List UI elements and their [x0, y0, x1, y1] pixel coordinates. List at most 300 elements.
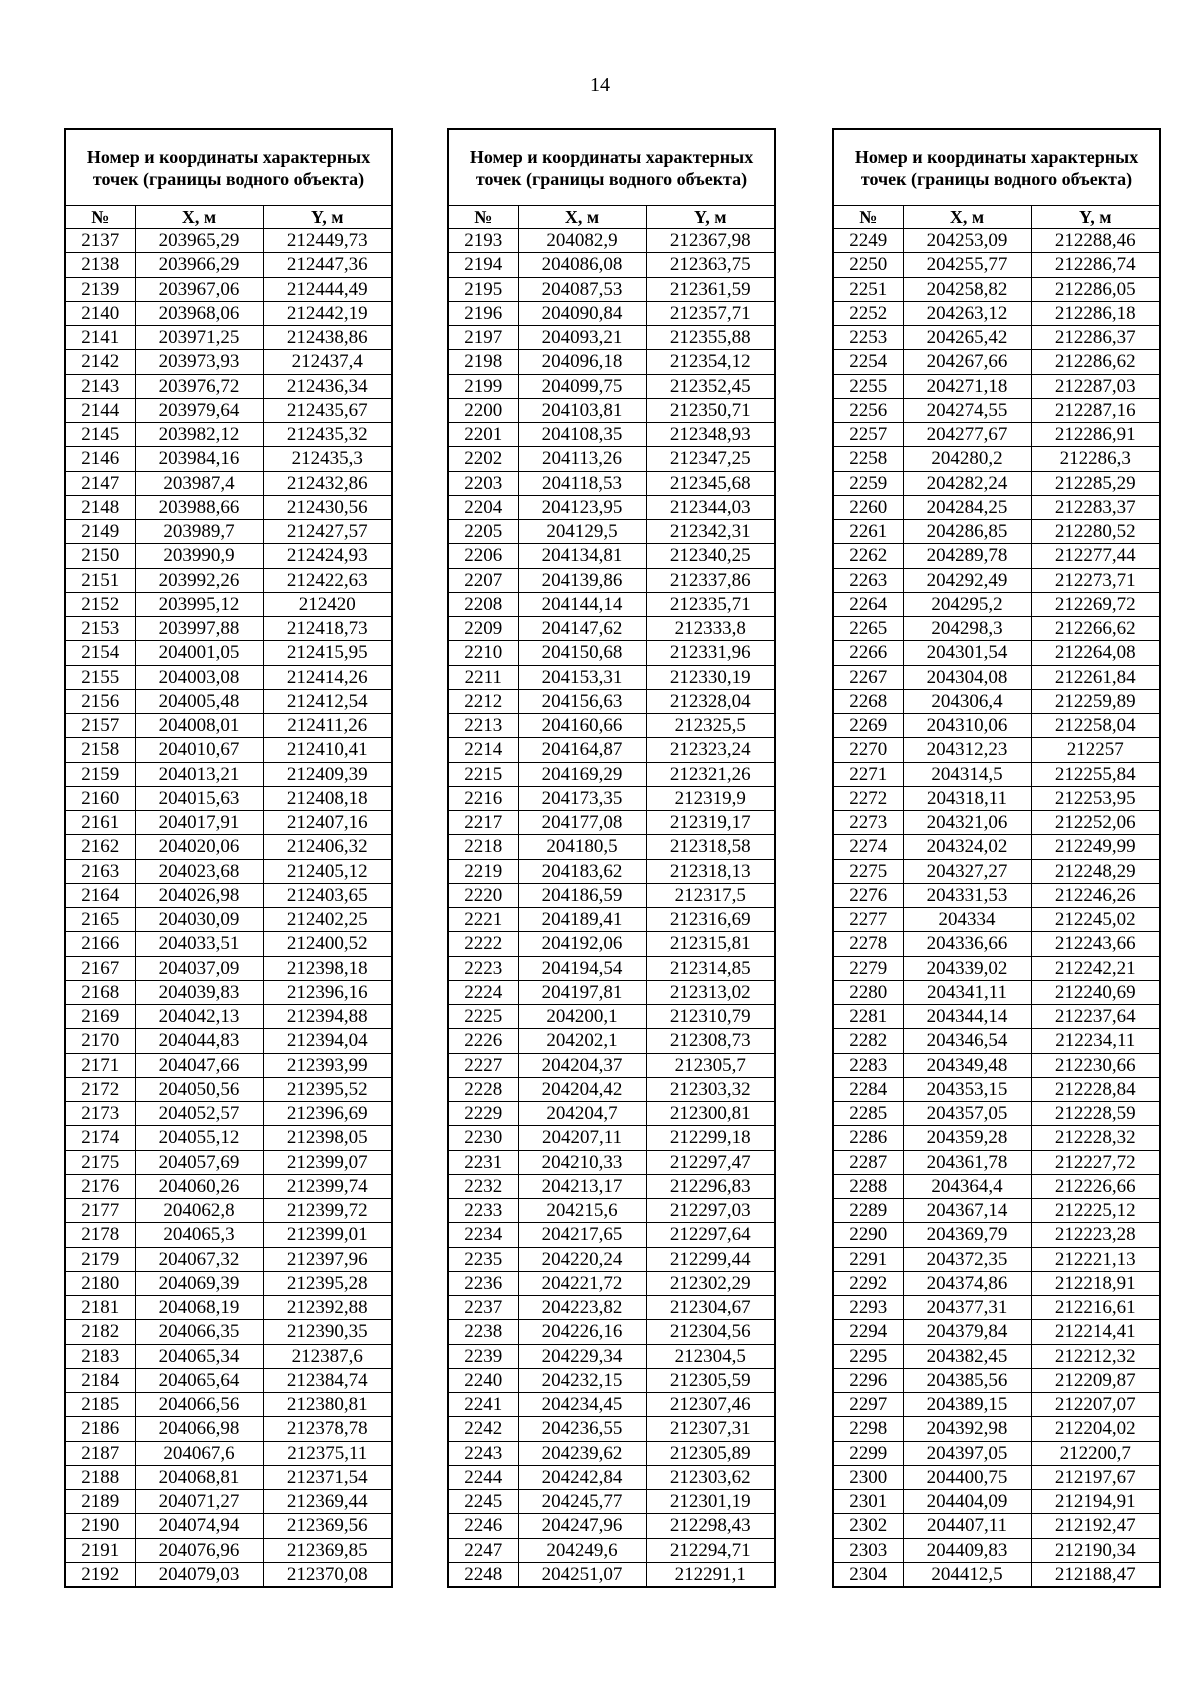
- point-number-cell: 2226: [448, 1029, 518, 1053]
- x-coordinate-cell: 204134,81: [518, 544, 646, 568]
- x-coordinate-cell: 204065,64: [135, 1368, 263, 1392]
- y-coordinate-cell: 212297,64: [646, 1223, 775, 1247]
- x-coordinate-cell: 204030,09: [135, 908, 263, 932]
- point-number-cell: 2213: [448, 714, 518, 738]
- point-number-cell: 2277: [833, 908, 903, 932]
- point-number-cell: 2282: [833, 1029, 903, 1053]
- point-number-cell: 2151: [65, 568, 135, 592]
- point-number-cell: 2187: [65, 1441, 135, 1465]
- y-coordinate-cell: 212399,07: [263, 1150, 392, 1174]
- x-coordinate-cell: 204123,95: [518, 495, 646, 519]
- y-coordinate-cell: 212397,96: [263, 1247, 392, 1271]
- table-row: [448, 932, 775, 956]
- x-coordinate-cell: 203997,88: [135, 617, 263, 641]
- y-coordinate-cell: 212406,32: [263, 835, 392, 859]
- table-row: [833, 398, 1160, 422]
- point-number-cell: 2173: [65, 1102, 135, 1126]
- point-number-cell: 2271: [833, 762, 903, 786]
- point-number-cell: 2172: [65, 1077, 135, 1101]
- table-row: [65, 1102, 392, 1126]
- point-number-cell: 2214: [448, 738, 518, 762]
- table-row: [448, 714, 775, 738]
- point-number-cell: 2290: [833, 1223, 903, 1247]
- point-number-cell: 2159: [65, 762, 135, 786]
- x-coordinate-cell: 204173,35: [518, 786, 646, 810]
- y-coordinate-cell: 212230,66: [1031, 1053, 1160, 1077]
- table-row: [833, 520, 1160, 544]
- point-number-cell: 2268: [833, 689, 903, 713]
- x-coordinate-cell: 204144,14: [518, 592, 646, 616]
- x-coordinate-cell: 204324,02: [903, 835, 1031, 859]
- x-coordinate-cell: 204153,31: [518, 665, 646, 689]
- x-coordinate-cell: 204066,98: [135, 1417, 263, 1441]
- point-number-cell: 2141: [65, 326, 135, 350]
- table-row: [65, 326, 392, 350]
- x-coordinate-cell: 204331,53: [903, 883, 1031, 907]
- table-row: [833, 714, 1160, 738]
- point-number-cell: 2244: [448, 1465, 518, 1489]
- y-coordinate-cell: 212207,07: [1031, 1393, 1160, 1417]
- y-coordinate-cell: 212420: [263, 592, 392, 616]
- table-row: [448, 1029, 775, 1053]
- point-number-cell: 2222: [448, 932, 518, 956]
- x-coordinate-cell: 204150,68: [518, 641, 646, 665]
- column-header-number: №: [65, 206, 135, 229]
- x-coordinate-cell: 204093,21: [518, 326, 646, 350]
- point-number-cell: 2183: [65, 1344, 135, 1368]
- y-coordinate-cell: 212304,5: [646, 1344, 775, 1368]
- x-coordinate-cell: 204156,63: [518, 689, 646, 713]
- x-coordinate-cell: 204369,79: [903, 1223, 1031, 1247]
- table-row: [65, 932, 392, 956]
- table-row: [448, 301, 775, 325]
- point-number-cell: 2246: [448, 1514, 518, 1538]
- table-row: [65, 253, 392, 277]
- x-coordinate-cell: 204263,12: [903, 301, 1031, 325]
- table-row: [448, 1562, 775, 1587]
- table-row: [448, 908, 775, 932]
- table-row: [448, 1077, 775, 1101]
- point-number-cell: 2223: [448, 956, 518, 980]
- x-coordinate-cell: 204065,34: [135, 1344, 263, 1368]
- x-coordinate-cell: 204377,31: [903, 1296, 1031, 1320]
- point-number-cell: 2143: [65, 374, 135, 398]
- point-number-cell: 2274: [833, 835, 903, 859]
- point-number-cell: 2150: [65, 544, 135, 568]
- x-coordinate-cell: 204042,13: [135, 1005, 263, 1029]
- table-row: [833, 859, 1160, 883]
- x-coordinate-cell: 204204,42: [518, 1077, 646, 1101]
- y-coordinate-cell: 212344,03: [646, 495, 775, 519]
- y-coordinate-cell: 212305,7: [646, 1053, 775, 1077]
- y-coordinate-cell: 212342,31: [646, 520, 775, 544]
- x-coordinate-cell: 204367,14: [903, 1199, 1031, 1223]
- x-coordinate-cell: 203968,06: [135, 301, 263, 325]
- table-row: [833, 1053, 1160, 1077]
- table-row: [448, 1005, 775, 1029]
- y-coordinate-cell: 212350,71: [646, 398, 775, 422]
- point-number-cell: 2265: [833, 617, 903, 641]
- point-number-cell: 2204: [448, 495, 518, 519]
- x-coordinate-cell: 204068,81: [135, 1465, 263, 1489]
- point-number-cell: 2158: [65, 738, 135, 762]
- point-number-cell: 2273: [833, 811, 903, 835]
- y-coordinate-cell: 212412,54: [263, 689, 392, 713]
- table-row: [448, 617, 775, 641]
- table-row: [65, 859, 392, 883]
- point-number-cell: 2153: [65, 617, 135, 641]
- y-coordinate-cell: 212347,25: [646, 447, 775, 471]
- point-number-cell: 2304: [833, 1562, 903, 1587]
- y-coordinate-cell: 212384,74: [263, 1368, 392, 1392]
- table-title: Номер и координаты характерных точек (границы водного объекта): [448, 129, 775, 206]
- x-coordinate-cell: 204207,11: [518, 1126, 646, 1150]
- point-number-cell: 2160: [65, 786, 135, 810]
- point-number-cell: 2254: [833, 350, 903, 374]
- y-coordinate-cell: 212328,04: [646, 689, 775, 713]
- x-coordinate-cell: 204169,29: [518, 762, 646, 786]
- y-coordinate-cell: 212414,26: [263, 665, 392, 689]
- x-coordinate-cell: 204247,96: [518, 1514, 646, 1538]
- point-number-cell: 2175: [65, 1150, 135, 1174]
- table-row: [833, 1029, 1160, 1053]
- x-coordinate-cell: 204050,56: [135, 1077, 263, 1101]
- x-coordinate-cell: 204017,91: [135, 811, 263, 835]
- table-row: [833, 1320, 1160, 1344]
- x-coordinate-cell: 204204,7: [518, 1102, 646, 1126]
- point-number-cell: 2227: [448, 1053, 518, 1077]
- table-row: [65, 1562, 392, 1587]
- table-row: [65, 1150, 392, 1174]
- table-row: [448, 1199, 775, 1223]
- y-coordinate-cell: 212248,29: [1031, 859, 1160, 883]
- y-coordinate-cell: 212273,71: [1031, 568, 1160, 592]
- table-row: [833, 1368, 1160, 1392]
- y-coordinate-cell: 212212,32: [1031, 1344, 1160, 1368]
- table-row: [833, 1417, 1160, 1441]
- point-number-cell: 2241: [448, 1393, 518, 1417]
- x-coordinate-cell: 204192,06: [518, 932, 646, 956]
- x-coordinate-cell: 204339,02: [903, 956, 1031, 980]
- x-coordinate-cell: 203987,4: [135, 471, 263, 495]
- point-number-cell: 2218: [448, 835, 518, 859]
- x-coordinate-cell: 204229,34: [518, 1344, 646, 1368]
- table-row: [833, 932, 1160, 956]
- x-coordinate-cell: 204312,23: [903, 738, 1031, 762]
- y-coordinate-cell: 212363,75: [646, 253, 775, 277]
- table-row: [833, 908, 1160, 932]
- x-coordinate-cell: 204255,77: [903, 253, 1031, 277]
- table-body: [448, 229, 775, 1588]
- point-number-cell: 2234: [448, 1223, 518, 1247]
- x-coordinate-cell: 204327,27: [903, 859, 1031, 883]
- table-row: [65, 908, 392, 932]
- x-coordinate-cell: 204242,84: [518, 1465, 646, 1489]
- point-number-cell: 2138: [65, 253, 135, 277]
- y-coordinate-cell: 212305,89: [646, 1441, 775, 1465]
- x-coordinate-cell: 204232,15: [518, 1368, 646, 1392]
- table-row: [65, 1417, 392, 1441]
- point-number-cell: 2147: [65, 471, 135, 495]
- point-number-cell: 2239: [448, 1344, 518, 1368]
- point-number-cell: 2210: [448, 641, 518, 665]
- table-row: [448, 1296, 775, 1320]
- table-row: [833, 738, 1160, 762]
- y-coordinate-cell: 212214,41: [1031, 1320, 1160, 1344]
- y-coordinate-cell: 212257: [1031, 738, 1160, 762]
- x-coordinate-cell: 204160,66: [518, 714, 646, 738]
- y-coordinate-cell: 212330,19: [646, 665, 775, 689]
- x-coordinate-cell: 204267,66: [903, 350, 1031, 374]
- table-row: [448, 665, 775, 689]
- y-coordinate-cell: 212269,72: [1031, 592, 1160, 616]
- x-coordinate-cell: 204008,01: [135, 714, 263, 738]
- y-coordinate-cell: 212398,05: [263, 1126, 392, 1150]
- y-coordinate-cell: 212255,84: [1031, 762, 1160, 786]
- table-row: [448, 592, 775, 616]
- y-coordinate-cell: 212297,03: [646, 1199, 775, 1223]
- x-coordinate-cell: 204364,4: [903, 1174, 1031, 1198]
- y-coordinate-cell: 212286,3: [1031, 447, 1160, 471]
- point-number-cell: 2195: [448, 277, 518, 301]
- table-row: [833, 617, 1160, 641]
- y-coordinate-cell: 212318,58: [646, 835, 775, 859]
- table-row: [833, 641, 1160, 665]
- x-coordinate-cell: 204118,53: [518, 471, 646, 495]
- x-coordinate-cell: 204057,69: [135, 1150, 263, 1174]
- table-row: [65, 471, 392, 495]
- table-row: [833, 253, 1160, 277]
- y-coordinate-cell: 212427,57: [263, 520, 392, 544]
- table-row: [448, 398, 775, 422]
- y-coordinate-cell: 212400,52: [263, 932, 392, 956]
- y-coordinate-cell: 212394,88: [263, 1005, 392, 1029]
- y-coordinate-cell: 212227,72: [1031, 1150, 1160, 1174]
- table-row: [65, 738, 392, 762]
- x-coordinate-cell: 204060,26: [135, 1174, 263, 1198]
- table-row: [833, 471, 1160, 495]
- y-coordinate-cell: 212225,12: [1031, 1199, 1160, 1223]
- y-coordinate-cell: 212300,81: [646, 1102, 775, 1126]
- y-coordinate-cell: 212299,44: [646, 1247, 775, 1271]
- y-coordinate-cell: 212405,12: [263, 859, 392, 883]
- table-row: [448, 738, 775, 762]
- table-row: [833, 1393, 1160, 1417]
- x-coordinate-cell: 204306,4: [903, 689, 1031, 713]
- y-coordinate-cell: 212447,36: [263, 253, 392, 277]
- x-coordinate-cell: 204298,3: [903, 617, 1031, 641]
- table-row: [833, 1538, 1160, 1562]
- point-number-cell: 2198: [448, 350, 518, 374]
- x-coordinate-cell: 204197,81: [518, 980, 646, 1004]
- table-row: [833, 592, 1160, 616]
- point-number-cell: 2221: [448, 908, 518, 932]
- y-coordinate-cell: 212228,32: [1031, 1126, 1160, 1150]
- x-coordinate-cell: 204139,86: [518, 568, 646, 592]
- x-coordinate-cell: 204336,66: [903, 932, 1031, 956]
- x-coordinate-cell: 204183,62: [518, 859, 646, 883]
- point-number-cell: 2179: [65, 1247, 135, 1271]
- point-number-cell: 2193: [448, 229, 518, 253]
- table-row: [833, 1150, 1160, 1174]
- x-coordinate-cell: 204223,82: [518, 1296, 646, 1320]
- x-coordinate-cell: 204065,3: [135, 1223, 263, 1247]
- point-number-cell: 2264: [833, 592, 903, 616]
- table-row: [65, 956, 392, 980]
- x-coordinate-cell: 204346,54: [903, 1029, 1031, 1053]
- table-row: [448, 762, 775, 786]
- table-row: [65, 495, 392, 519]
- table-row: [448, 1150, 775, 1174]
- table-row: [65, 835, 392, 859]
- x-coordinate-cell: 204204,37: [518, 1053, 646, 1077]
- table-row: [833, 1174, 1160, 1198]
- x-coordinate-cell: 204074,94: [135, 1514, 263, 1538]
- y-coordinate-cell: 212435,67: [263, 398, 392, 422]
- y-coordinate-cell: 212422,63: [263, 568, 392, 592]
- y-coordinate-cell: 212432,86: [263, 471, 392, 495]
- point-number-cell: 2191: [65, 1538, 135, 1562]
- table-row: [448, 1174, 775, 1198]
- x-coordinate-cell: 204400,75: [903, 1465, 1031, 1489]
- point-number-cell: 2178: [65, 1223, 135, 1247]
- table-row: [65, 811, 392, 835]
- x-coordinate-cell: 204082,9: [518, 229, 646, 253]
- x-coordinate-cell: 204055,12: [135, 1126, 263, 1150]
- y-coordinate-cell: 212415,95: [263, 641, 392, 665]
- x-coordinate-cell: 204090,84: [518, 301, 646, 325]
- x-coordinate-cell: 204253,09: [903, 229, 1031, 253]
- table-row: [833, 1514, 1160, 1538]
- x-coordinate-cell: 204068,19: [135, 1296, 263, 1320]
- point-number-cell: 2287: [833, 1150, 903, 1174]
- point-number-cell: 2229: [448, 1102, 518, 1126]
- point-number-cell: 2289: [833, 1199, 903, 1223]
- x-coordinate-cell: 204087,53: [518, 277, 646, 301]
- table-row: [448, 811, 775, 835]
- y-coordinate-cell: 212188,47: [1031, 1562, 1160, 1587]
- x-coordinate-cell: 204292,49: [903, 568, 1031, 592]
- table-row: [448, 1393, 775, 1417]
- y-coordinate-cell: 212242,21: [1031, 956, 1160, 980]
- table-row: [65, 1077, 392, 1101]
- x-coordinate-cell: 204295,2: [903, 592, 1031, 616]
- table-row: [448, 447, 775, 471]
- x-coordinate-cell: 204353,15: [903, 1077, 1031, 1101]
- table-row: [448, 471, 775, 495]
- y-coordinate-cell: 212399,72: [263, 1199, 392, 1223]
- y-coordinate-cell: 212190,34: [1031, 1538, 1160, 1562]
- y-coordinate-cell: 212286,74: [1031, 253, 1160, 277]
- table-row: [833, 762, 1160, 786]
- table-row: [65, 883, 392, 907]
- y-coordinate-cell: 212348,93: [646, 423, 775, 447]
- table-row: [448, 350, 775, 374]
- point-number-cell: 2297: [833, 1393, 903, 1417]
- x-coordinate-cell: 204177,08: [518, 811, 646, 835]
- y-coordinate-cell: 212223,28: [1031, 1223, 1160, 1247]
- x-coordinate-cell: 204067,6: [135, 1441, 263, 1465]
- table-row: [448, 229, 775, 253]
- y-coordinate-cell: 212315,81: [646, 932, 775, 956]
- y-coordinate-cell: 212303,32: [646, 1077, 775, 1101]
- x-coordinate-cell: 204015,63: [135, 786, 263, 810]
- x-coordinate-cell: 204221,72: [518, 1271, 646, 1295]
- table-row: [65, 1247, 392, 1271]
- table-row: [448, 641, 775, 665]
- point-number-cell: 2194: [448, 253, 518, 277]
- y-coordinate-cell: 212396,69: [263, 1102, 392, 1126]
- point-number-cell: 2217: [448, 811, 518, 835]
- table-row: [448, 253, 775, 277]
- x-coordinate-cell: 203967,06: [135, 277, 263, 301]
- y-coordinate-cell: 212286,62: [1031, 350, 1160, 374]
- point-number-cell: 2263: [833, 568, 903, 592]
- point-number-cell: 2200: [448, 398, 518, 422]
- x-coordinate-cell: 204037,09: [135, 956, 263, 980]
- x-coordinate-cell: 204033,51: [135, 932, 263, 956]
- table-row: [833, 1562, 1160, 1587]
- y-coordinate-cell: 212286,91: [1031, 423, 1160, 447]
- x-coordinate-cell: 204304,08: [903, 665, 1031, 689]
- table-row: [65, 1223, 392, 1247]
- x-coordinate-cell: 203990,9: [135, 544, 263, 568]
- x-coordinate-cell: 204210,33: [518, 1150, 646, 1174]
- point-number-cell: 2177: [65, 1199, 135, 1223]
- x-coordinate-cell: 204164,87: [518, 738, 646, 762]
- y-coordinate-cell: 212302,29: [646, 1271, 775, 1295]
- point-number-cell: 2302: [833, 1514, 903, 1538]
- x-coordinate-cell: 204005,48: [135, 689, 263, 713]
- y-coordinate-cell: 212436,34: [263, 374, 392, 398]
- table-row: [448, 1514, 775, 1538]
- point-number-cell: 2182: [65, 1320, 135, 1344]
- y-coordinate-cell: 212194,91: [1031, 1490, 1160, 1514]
- point-number-cell: 2154: [65, 641, 135, 665]
- y-coordinate-cell: 212258,04: [1031, 714, 1160, 738]
- point-number-cell: 2301: [833, 1490, 903, 1514]
- point-number-cell: 2284: [833, 1077, 903, 1101]
- x-coordinate-cell: 204289,78: [903, 544, 1031, 568]
- column-header-number: №: [448, 206, 518, 229]
- point-number-cell: 2281: [833, 1005, 903, 1029]
- x-coordinate-cell: 204226,16: [518, 1320, 646, 1344]
- y-coordinate-cell: 212321,26: [646, 762, 775, 786]
- point-number-cell: 2242: [448, 1417, 518, 1441]
- point-number-cell: 2149: [65, 520, 135, 544]
- point-number-cell: 2207: [448, 568, 518, 592]
- x-coordinate-cell: 204001,05: [135, 641, 263, 665]
- point-number-cell: 2189: [65, 1490, 135, 1514]
- y-coordinate-cell: 212228,59: [1031, 1102, 1160, 1126]
- x-coordinate-cell: 204349,48: [903, 1053, 1031, 1077]
- point-number-cell: 2211: [448, 665, 518, 689]
- y-coordinate-cell: 212308,73: [646, 1029, 775, 1053]
- x-coordinate-cell: 204321,06: [903, 811, 1031, 835]
- table-row: [833, 447, 1160, 471]
- y-coordinate-cell: 212333,8: [646, 617, 775, 641]
- point-number-cell: 2167: [65, 956, 135, 980]
- table-row: [833, 423, 1160, 447]
- table-row: [65, 617, 392, 641]
- table-row: [833, 1247, 1160, 1271]
- y-coordinate-cell: 212237,64: [1031, 1005, 1160, 1029]
- point-number-cell: 2209: [448, 617, 518, 641]
- table-row: [448, 1344, 775, 1368]
- y-coordinate-cell: 212435,3: [263, 447, 392, 471]
- x-coordinate-cell: 204067,32: [135, 1247, 263, 1271]
- y-coordinate-cell: 212249,99: [1031, 835, 1160, 859]
